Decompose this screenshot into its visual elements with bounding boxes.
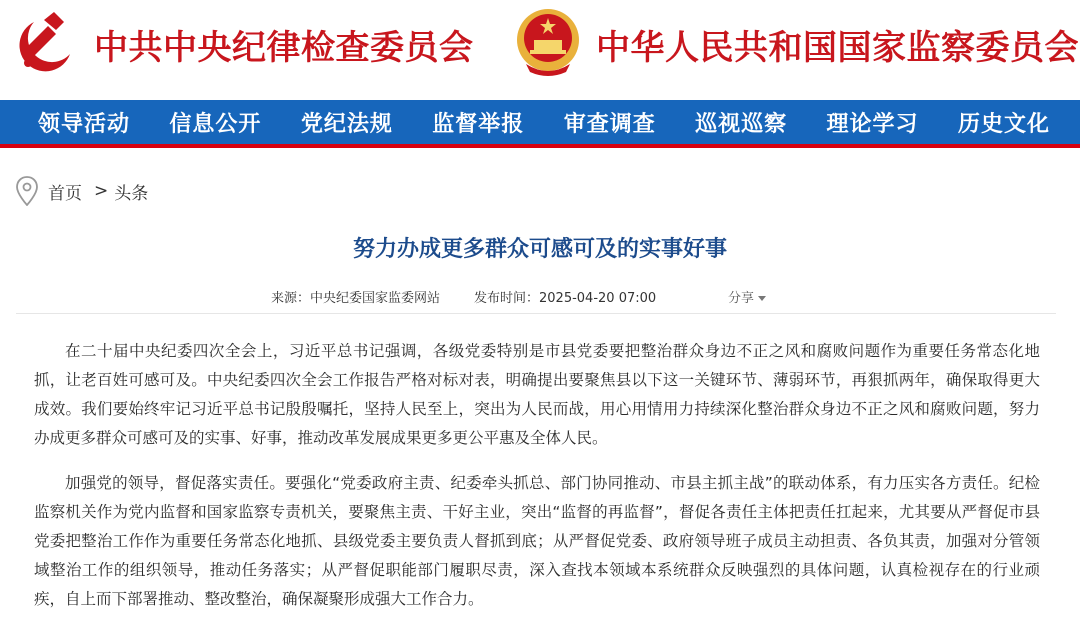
source-value: 中央纪委国家监委网站 (310, 291, 441, 306)
breadcrumb-home-link[interactable]: 首页 (48, 183, 82, 204)
article-body (34, 337, 1040, 630)
breadcrumb-current[interactable]: 头条 (114, 183, 149, 204)
nav-supervision-reporting[interactable]: 监督举报 (432, 110, 525, 137)
meta-divider (16, 313, 1056, 314)
article-source (271, 287, 440, 306)
nav-investigation[interactable]: 审查调查 (563, 110, 656, 137)
breadcrumb (16, 175, 148, 207)
party-emblem-icon[interactable] (14, 8, 80, 74)
main-nav (0, 100, 1080, 148)
cpc-discipline-commission-title[interactable]: 中共中央纪律检查委员会 (94, 28, 474, 68)
site-header (0, 0, 1080, 100)
nav-party-regulations[interactable]: 党纪法规 (300, 110, 393, 137)
share-label: 分享 (728, 291, 755, 306)
share-dropdown[interactable] (728, 287, 766, 306)
nav-information-disclosure[interactable]: 信息公开 (169, 110, 262, 137)
time-label: 发布时间： (474, 291, 540, 306)
nav-theory-study[interactable]: 理论学习 (826, 110, 919, 137)
national-supervisory-commission-title[interactable]: 中华人民共和国国家监察委员会 (596, 28, 1079, 68)
nav-leadership-activities[interactable]: 领导活动 (38, 110, 131, 137)
chevron-down-icon (758, 296, 766, 301)
article-title: 努力办成更多群众可感可及的实事好事 (352, 237, 727, 262)
time-value: 2025-04-20 07:00 (539, 291, 657, 306)
national-emblem-icon[interactable] (514, 6, 582, 78)
nav-inspection-tours[interactable]: 巡视巡察 (695, 110, 788, 137)
nav-history-culture[interactable]: 历史文化 (957, 110, 1050, 137)
article-paragraph: 在二十届中央纪委四次全会上，习近平总书记强调，各级党委特别是市县党委要把整治群众身边不正之风和腐败问题作为重要任务常态化地抓，让老百姓可感可及。中央纪委四次全会工作报告严格对标对表，明确提出要聚焦县以下这一关键环节、薄弱环节，再狠抓两年，确保取得更大成效。我们要始终牢记习近平总书记殷殷嘱托，坚持人民至上，突出为人民而战，用心用情用力持续深化整治群众身边不正之风和腐败问题，努力办成更多群众可感可及的实事、好事，推动改革发展成果更多更公平惠及全体人民。 (34, 342, 1040, 447)
article-paragraph: 加强党的领导，督促落实责任。要强化“党委政府主责、纪委牵头抓总、部门协同推动、市县主抓主战”的联动体系，有力压实各方责任。纪检监察机关作为党内监督和国家监察专责机关，要聚焦主责、干好主业，突出“监督的再监督”，督促各责任主体把责任扛起来，尤其要从严督促市县党委把整治工作作为重要任务常态化地抓、县级党委主要负责人督抓到底；从严督促党委、政府领导班子成员主动担责、各负其责，加强对分管领域整治工作的组织领导，推动任务落实；从严督促职能部门履职尽责，深入查找本领域本系统群众反映强烈的具体问题，认真检视存在的行业顽疾，自上而下部署推动、整改整治，确保凝聚形成强大工作合力。 (34, 474, 1040, 608)
article-publish-time (474, 287, 656, 306)
source-label: 来源： (271, 291, 311, 306)
breadcrumb-separator: > (94, 181, 109, 201)
location-pin-icon (16, 176, 38, 206)
